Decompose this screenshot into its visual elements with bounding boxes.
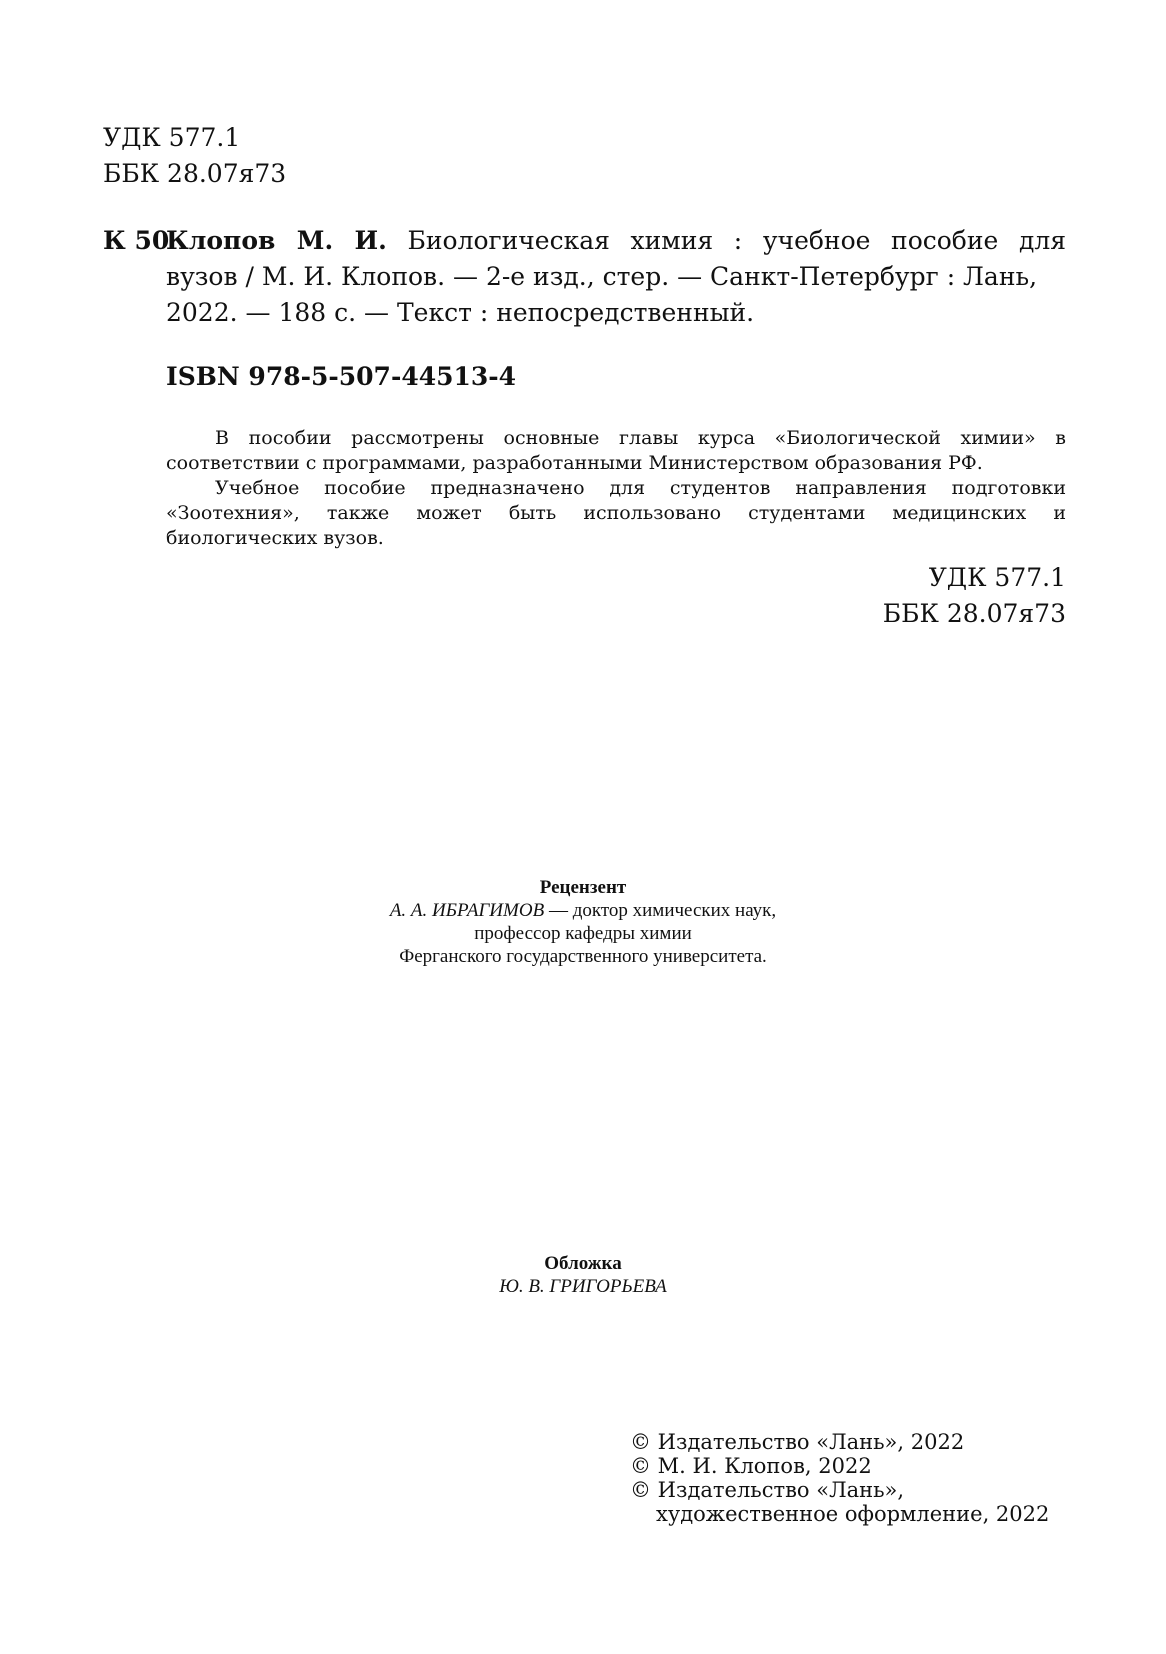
annotation-paragraph: Учебное пособие предназначено для студентов направления подготовки «Зоотехния», также может быть использовано студентами медицинских и биологических вузов.: [166, 477, 1066, 549]
reviewer-position: профессор кафедры химии: [474, 923, 692, 944]
catalog-author-mark: К 50: [103, 226, 170, 255]
bibliographic-entry: [166, 223, 1066, 331]
isbn: ISBN 978-5-507-44513-4: [166, 362, 517, 391]
classification-footer: [883, 560, 1066, 632]
copyright-line: © Издательство «Лань», 2022: [630, 1430, 965, 1454]
copyright-block: [630, 1430, 1049, 1526]
bbk-code: ББК 28.07я73: [882, 599, 1066, 628]
annotation: [166, 426, 1066, 551]
author-name: Клопов М. И.: [166, 226, 387, 255]
copyright-line: © М. И. Клопов, 2022: [630, 1454, 872, 1478]
classification-header: [103, 120, 286, 192]
title-text: Биологическая химия : учебное пособие для: [386, 226, 1066, 255]
copyright-line: © Издательство «Лань»,: [630, 1478, 905, 1502]
reviewer-degree: — доктор химических наук,: [544, 900, 777, 921]
udc-code: УДК 577.1: [103, 123, 241, 152]
cover-heading: Обложка: [544, 1253, 622, 1274]
cover-designer: Ю. В. ГРИГОРЬЕВА: [499, 1276, 667, 1297]
bibliographic-line-2: вузов / М. И. Клопов. — 2-е изд., стер. — Санкт-Петербург : Лань,: [166, 262, 1038, 291]
bibliographic-line-1: [166, 223, 1066, 259]
copyright-line: художественное оформление, 2022: [656, 1502, 1050, 1526]
bbk-code: ББК 28.07я73: [103, 159, 287, 188]
udc-code: УДК 577.1: [928, 563, 1066, 592]
bibliographic-line-3: 2022. — 188 с. — Текст : непосредственный.: [166, 298, 755, 327]
reviewer-affiliation: Ферганского государственного университета.: [399, 946, 767, 967]
annotation-paragraph: В пособии рассмотрены основные главы курса «Биологической химии» в соответствии с программами, разработанными Министерством образования РФ.: [166, 427, 1066, 474]
reviewer-name: А. А. ИБРАГИМОВ: [389, 900, 545, 921]
cover-credit: [0, 1252, 1166, 1298]
reviewer-line-1: [0, 899, 1166, 922]
reviewer-block: [0, 876, 1166, 968]
reviewer-heading: Рецензент: [539, 877, 627, 898]
